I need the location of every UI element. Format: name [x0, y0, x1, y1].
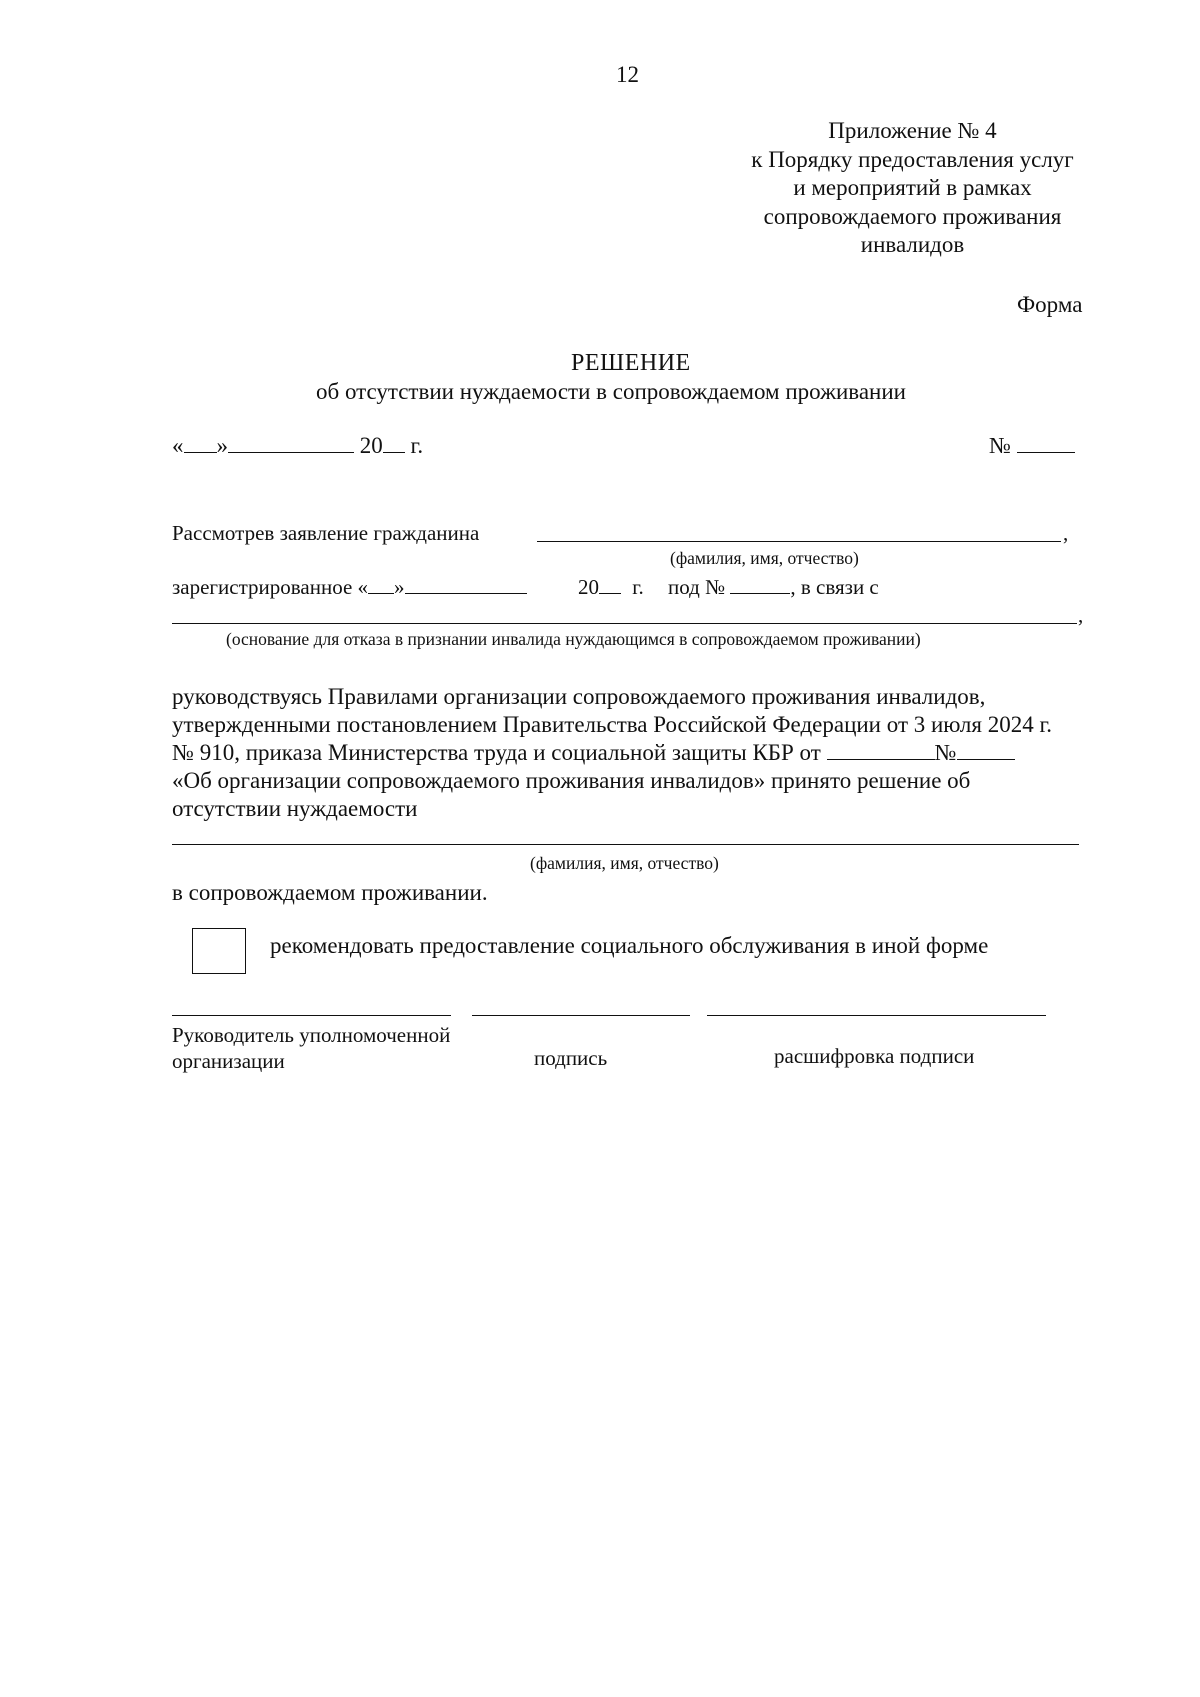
head-label-line-2: организации: [172, 1049, 285, 1073]
document-title: РЕШЕНИЕ: [571, 350, 691, 376]
body-line-4: «Об организации сопровождаемого проживания инвалидов» принято решение об: [172, 768, 971, 793]
reg-day-blank[interactable]: [368, 575, 394, 594]
reason-blank[interactable]: [172, 623, 1077, 624]
decision-number-blank[interactable]: [1017, 434, 1075, 453]
fio-caption-2: (фамилия, имя, отчество): [530, 853, 719, 873]
appendix-line: к Порядку предоставления услуг: [751, 146, 1074, 172]
fio-blank-2[interactable]: [172, 844, 1079, 845]
reg-year-blank[interactable]: [599, 575, 621, 594]
document-subtitle: об отсутствии нуждаемости в сопровождаемом проживании: [316, 379, 906, 404]
considered-text: Рассмотрев заявление гражданина: [172, 521, 480, 545]
in-supported-living: в сопровождаемом проживании.: [172, 880, 488, 905]
signature-blank[interactable]: [472, 1015, 690, 1016]
number-label: №: [989, 433, 1011, 458]
order-text: № 910, приказа Министерства труда и социальной защиты КБР от: [172, 740, 821, 765]
form-label: Форма: [1017, 292, 1083, 317]
trailing-comma: ,: [1063, 521, 1069, 545]
decoding-label: расшифровка подписи: [774, 1044, 975, 1068]
signature-decoding-blank[interactable]: [707, 1015, 1046, 1016]
head-label: [172, 1022, 450, 1074]
date-close-quote: »: [216, 433, 228, 458]
registered-line: [172, 575, 527, 600]
body-line-1: руководствуясь Правилами организации сопровождаемого проживания инвалидов,: [172, 684, 986, 709]
registered-close: »: [394, 575, 405, 599]
month-blank[interactable]: [228, 434, 354, 453]
head-signature-blank[interactable]: [172, 1015, 451, 1016]
year-suffix: г.: [410, 433, 424, 458]
under-number-label: под №: [668, 575, 726, 599]
appendix-line: сопровождаемого проживания: [763, 203, 1062, 229]
appendix-number: Приложение № 4: [828, 118, 997, 143]
page-number: 12: [616, 62, 639, 87]
date-open-quote: «: [172, 433, 184, 458]
reg-month-blank[interactable]: [405, 575, 527, 594]
fio-caption: (фамилия, имя, отчество): [670, 548, 859, 568]
head-label-line-1: Руководитель уполномоченной: [172, 1023, 451, 1047]
registered-year: [578, 575, 644, 600]
signature-label: подпись: [534, 1046, 608, 1070]
day-blank[interactable]: [184, 434, 217, 453]
registered-text: зарегистрированное «: [172, 575, 369, 599]
appendix-block: [740, 117, 1085, 260]
reg-number-blank[interactable]: [730, 575, 790, 594]
registered-number: [668, 575, 879, 600]
reg-year-prefix: 20: [578, 575, 599, 599]
body-line-2: утвержденными постановлением Правительства Российской Федерации от 3 июля 2024 г.: [172, 712, 1053, 737]
order-number-label: №: [934, 740, 957, 765]
appendix-line: инвалидов: [860, 232, 965, 257]
checkbox-label: рекомендовать предоставление социального обслуживания в иной форме: [270, 933, 989, 958]
body-line-3: [172, 740, 1015, 766]
order-number-blank[interactable]: [957, 741, 1015, 760]
reg-year-suffix: г.: [632, 575, 644, 599]
recommend-checkbox[interactable]: [192, 928, 246, 974]
applicant-name-blank[interactable]: [537, 541, 1061, 542]
body-line-5: отсутствии нуждаемости: [172, 796, 418, 821]
in-connection-text: , в связи с: [790, 575, 879, 599]
reason-caption: (основание для отказа в признании инвалида нуждающимся в сопровождаемом проживании): [226, 629, 921, 649]
reason-comma: ,: [1078, 603, 1084, 627]
date-line: [172, 433, 423, 459]
appendix-line: и мероприятий в рамках: [793, 175, 1032, 200]
year-prefix: 20: [359, 433, 383, 458]
year-blank[interactable]: [383, 434, 405, 453]
decision-number-line: [989, 433, 1075, 459]
order-date-blank[interactable]: [827, 741, 935, 760]
